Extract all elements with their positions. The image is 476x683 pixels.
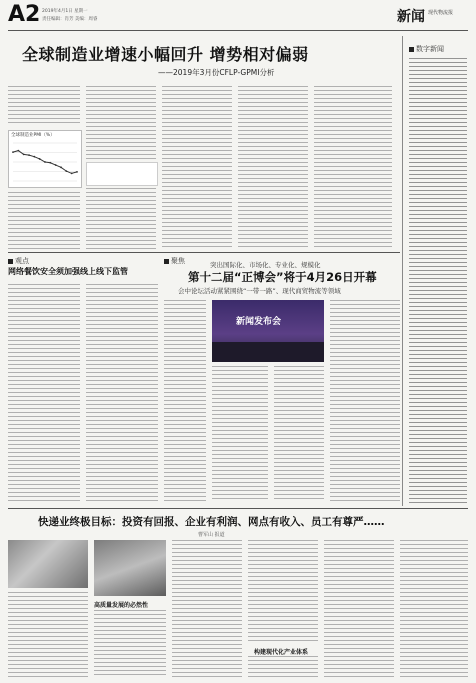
- bottom-byline: 曹军山 报道: [198, 532, 225, 538]
- street-photo: [8, 540, 88, 588]
- chart-point: [55, 164, 57, 166]
- body-text: [8, 192, 80, 250]
- body-text: [330, 300, 400, 502]
- body-text: [238, 86, 308, 250]
- body-text: [8, 284, 80, 502]
- mid-subhead: 构建现代化产业体系: [254, 649, 309, 656]
- masthead: [0, 0, 476, 32]
- body-text: [8, 592, 88, 678]
- pmi-chart: [8, 130, 82, 188]
- body-text: [324, 540, 394, 678]
- sidebar-text: [409, 58, 467, 503]
- editor-info: 责任编辑：肖芳 美编：周睿: [42, 17, 98, 22]
- square-icon: [409, 47, 414, 52]
- body-text: [86, 284, 158, 502]
- chart-point: [49, 162, 51, 164]
- square-icon: [8, 259, 13, 264]
- top-headline: 全球制造业增速小幅回升 增势相对偏弱: [22, 45, 309, 64]
- chart-point: [12, 151, 14, 153]
- bottom-headline: 快递业终极目标：投资有回报、企业有利润、网点有收入、员工有尊严……: [38, 516, 385, 528]
- body-text: [314, 86, 392, 250]
- top-subhead: ——2019年3月份CFLP-GPMI分析: [158, 68, 275, 77]
- center-story: [164, 256, 400, 506]
- left-story: [8, 256, 158, 506]
- page-number: A2: [8, 2, 41, 27]
- photo-banner: 新闻发布会: [236, 317, 282, 327]
- chart-point: [33, 156, 35, 158]
- body-text: [164, 300, 206, 502]
- masthead-rule: [8, 30, 468, 31]
- chart-point: [44, 161, 46, 163]
- chart-point: [23, 154, 25, 156]
- body-text: [212, 366, 268, 502]
- chart-point: [39, 158, 41, 160]
- chart-point: [71, 173, 73, 175]
- chart-point: [76, 171, 78, 173]
- body-text: [400, 540, 468, 678]
- brand-title: 新闻: [397, 9, 425, 25]
- left-headline: 网络餐饮安全须加强线上线下监管: [8, 267, 128, 276]
- press-conference-photo: [212, 300, 324, 362]
- bottom-story: [8, 512, 468, 680]
- chart-point: [17, 150, 19, 152]
- photo-caption: 高质量发展的必然性: [94, 602, 149, 609]
- brand-subtitle: 现代物流报: [428, 10, 454, 16]
- sidebar-tag-label: 数字新闻: [416, 45, 444, 53]
- photo-table: [212, 342, 324, 362]
- body-text: [248, 656, 318, 678]
- center-subhead: 会中论坛活动紧紧围绕“一带一路”、现代商贸物流等领域: [178, 287, 341, 295]
- chart-point: [65, 170, 67, 172]
- body-text: [86, 188, 156, 250]
- center-story-tag: [164, 256, 185, 266]
- left-tag-label: 观点: [15, 257, 29, 265]
- center-tag-label: 聚焦: [171, 257, 185, 265]
- section-rule: [8, 508, 468, 509]
- body-text: [162, 86, 232, 250]
- chart-point: [60, 166, 62, 168]
- body-text: [94, 610, 166, 678]
- square-icon: [164, 259, 169, 264]
- body-text: [248, 540, 318, 644]
- body-text: [172, 540, 242, 678]
- body-text: [8, 86, 80, 126]
- body-text: [274, 366, 324, 502]
- sidebar-tag: [409, 44, 444, 54]
- body-text: [86, 86, 156, 160]
- center-kicker: 突出国际化、市场化、专业化、规模化: [210, 261, 321, 269]
- right-sidebar: [402, 36, 469, 506]
- issue-info: 2019年4月1日 星期一: [42, 9, 88, 14]
- chart-title: 全球制造业PMI（%）: [11, 133, 55, 138]
- section-rule: [8, 252, 400, 253]
- chart-point: [28, 154, 30, 156]
- chart-plot: [9, 139, 81, 187]
- left-story-tag: [8, 256, 29, 266]
- center-headline: 第十二届“正博会”将于4月26日开幕: [188, 270, 377, 284]
- delivery-photo: [94, 540, 166, 596]
- inline-chart: [86, 162, 158, 186]
- top-story: [8, 36, 398, 251]
